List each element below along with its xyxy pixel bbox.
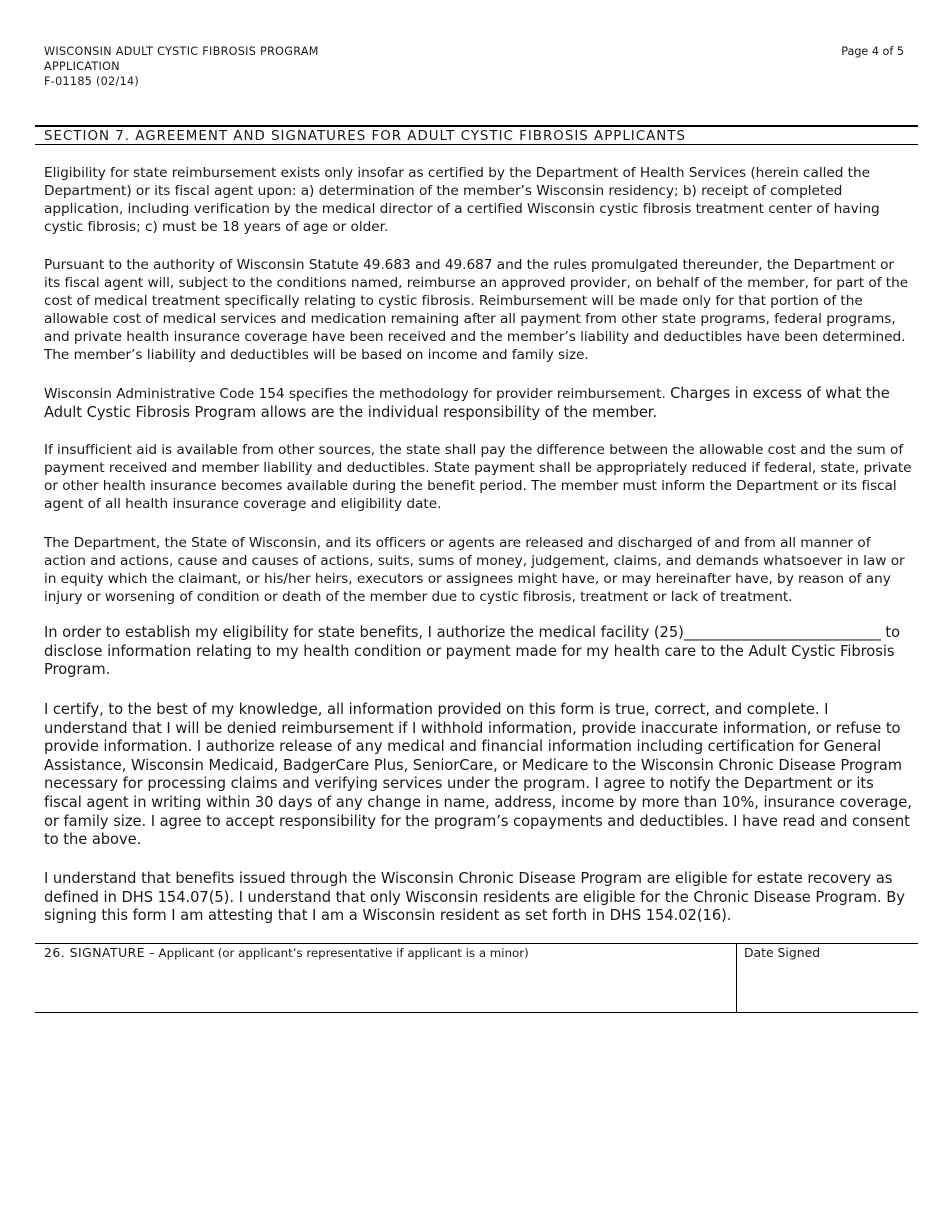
signature-field[interactable] [44, 945, 529, 961]
paragraph-insufficient-aid: If insufficient aid is available from other sources, the state shall pay the difference between the allowable cost and the sum of payment received and member liability and deductibles. State payment shall be appropriately reduced if federal, state, private or other health insurance becomes available during the benefit period. The member must inform the Department or its fiscal agent of all health insurance coverage and eligibility date. [44, 442, 912, 512]
section-header [35, 125, 918, 145]
paragraph-authority: Pursuant to the authority of Wisconsin Statute 49.683 and 49.687 and the rules promulgated thereunder, the Department or its fiscal agent will, subject to the conditions named, reimburse an approved provider, on behalf of the member, for part of the cost of medical treatment specifically relating to cystic fibrosis. Reimbursement will be made only for that portion of the allowable cost of medical services and medication remaining after all payment from other state programs, federal programs, and private health insurance coverage have been received and the member’s liability and deductibles have been determined. The member’s liability and deductibles will be based on income and family size. [44, 257, 909, 363]
section-title: SECTION 7. AGREEMENT AND SIGNATURES FOR ADULT CYSTIC FIBROSIS APPLICANTS [44, 129, 686, 144]
date-signed-field[interactable] [744, 945, 820, 961]
form-header [44, 44, 319, 89]
paragraph-eligibility: Eligibility for state reimbursement exists only insofar as certified by the Department of Health Services (herein called the Department) or its fiscal agent upon: a) determination of the member’s Wisconsin residency; b) receipt of completed application, including verification by the medical director of a certified Wisconsin cystic fibrosis treatment center of having cystic fibrosis; c) must be 18 years of age or older. [44, 165, 880, 235]
paragraph-authorize-disclosure: In order to establish my eligibility for state benefits, I authorize the medical facility (25)___________________________ to disclose information relating to my health condition or payment made for my health care to the Adult Cystic Fibrosis Program. [44, 624, 901, 679]
date-signed-label: Date Signed [744, 945, 821, 960]
signature-label: 26. SIGNATURE [44, 945, 146, 960]
program-name: WISCONSIN ADULT CYSTIC FIBROSIS PROGRAM [44, 45, 319, 58]
form-number: F-01185 (02/14) [44, 75, 140, 88]
paragraph-estate-recovery: I understand that benefits issued through the Wisconsin Chronic Disease Program are eligible for estate recovery as defined in DHS 154.07(5). I understand that only Wisconsin residents are eligible for the Chronic Disease Program. By signing this form I am attesting that I am a Wisconsin resident as set forth in DHS 154.02(16). [44, 870, 905, 925]
admin-code-sentence: Wisconsin Administrative Code 154 specifies the methodology for provider reimbursement. [44, 386, 671, 402]
admin-code-charges: Charges in excess of what the Adult Cystic Fibrosis Program allows are the individual responsibility of the member. [44, 385, 890, 421]
paragraph-admin-code [44, 385, 914, 423]
page-number: Page 4 of 5 [841, 45, 904, 58]
signature-label-detail: – Applicant (or applicant’s representative if applicant is a minor) [145, 946, 529, 960]
signature-box [35, 943, 918, 1013]
document-type: APPLICATION [44, 60, 120, 73]
paragraph-release: The Department, the State of Wisconsin, and its officers or agents are released and discharged of and from all manner of action and actions, cause and causes of actions, suits, sums of money, judgement, claims, and demands whatsoever in law or in equity which the claimant, or his/her heirs, executors or assignees might have, or may hereinafter have, by reason of any injury or worsening of condition or death of the member due to cystic fibrosis, treatment or lack of treatment. [44, 535, 905, 605]
paragraph-certify: I certify, to the best of my knowledge, all information provided on this form is true, correct, and complete. I understand that I will be denied reimbursement if I withhold information, provide inaccurate information, or refuse to provide information. I authorize release of any medical and financial information including certification for General Assistance, Wisconsin Medicaid, BadgerCare Plus, SeniorCare, or Medicare to the Wisconsin Chronic Disease Program necessary for processing claims and verifying services under the program. I agree to notify the Department or its fiscal agent in writing within 30 days of any change in name, address, income by more than 10%, insurance coverage, or family size. I agree to accept responsibility for the program’s copayments and deductibles. I have read and consent to the above. [44, 701, 912, 849]
signature-divider [736, 944, 737, 1012]
